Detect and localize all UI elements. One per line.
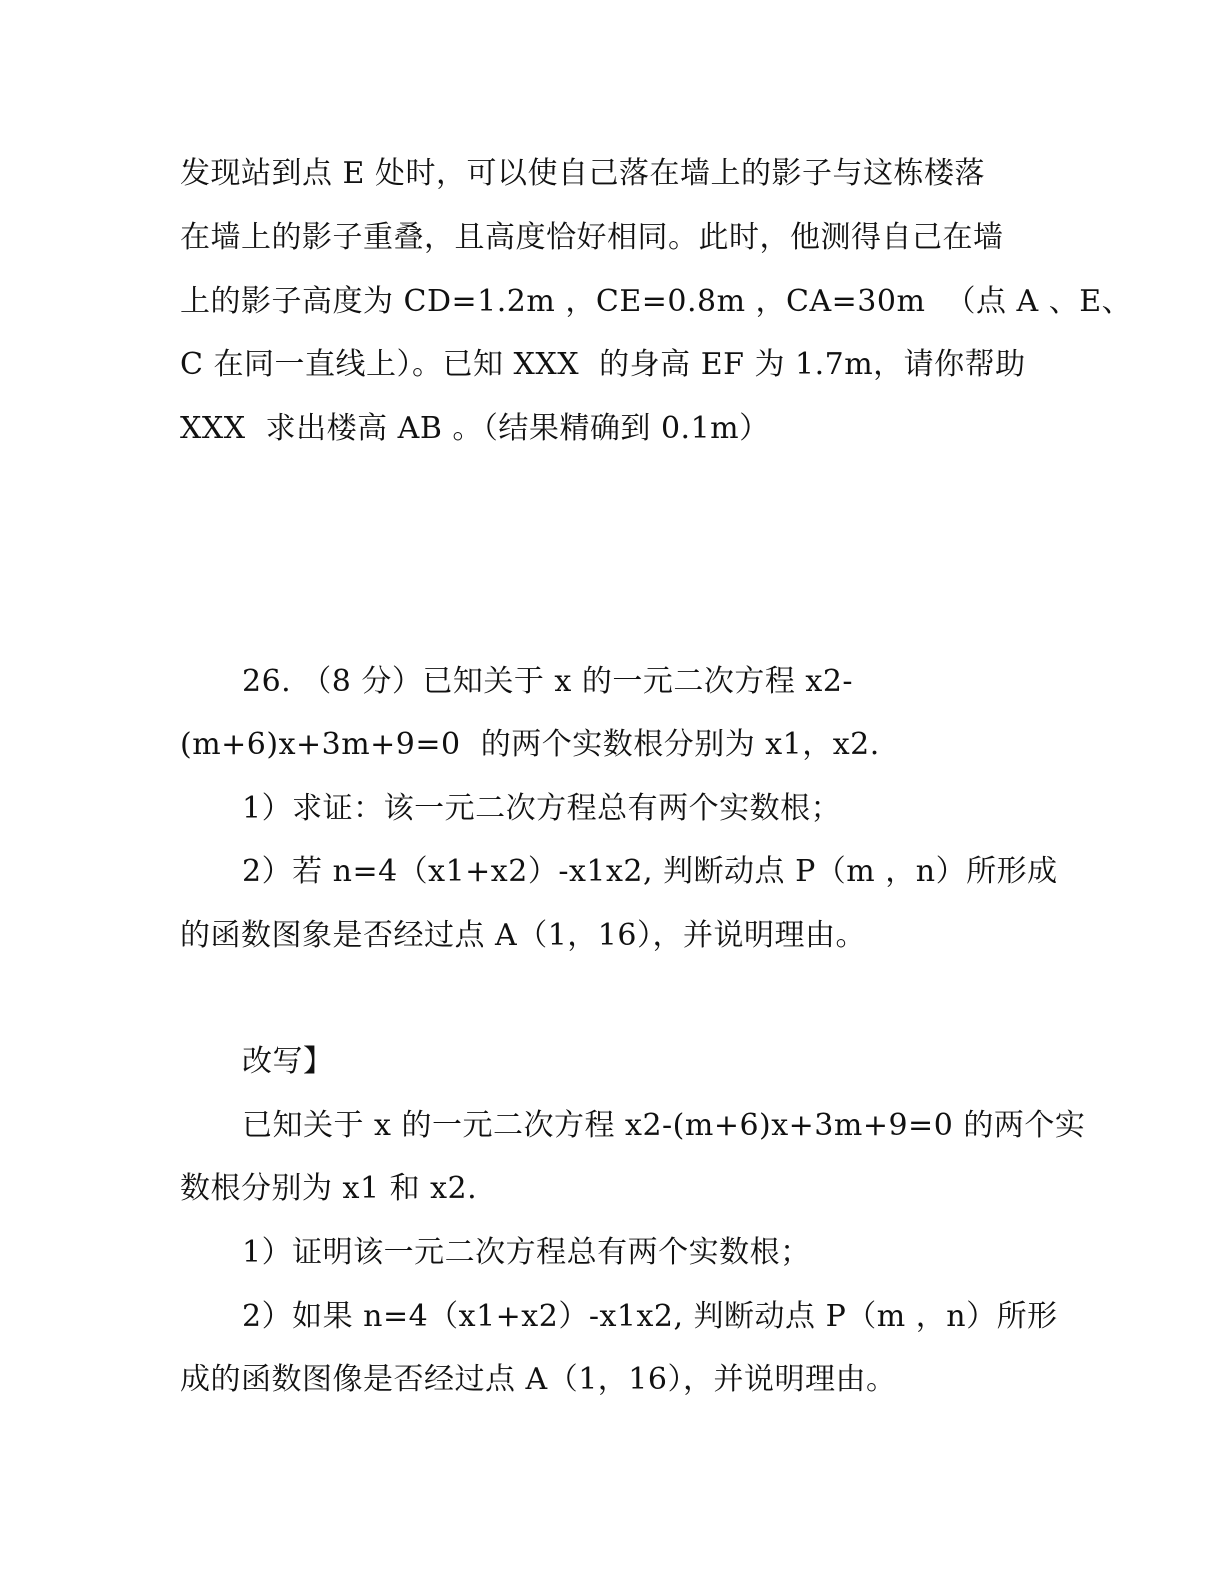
rewrite-line-1: 已知关于 x 的一元二次方程 x2-(m+6)x+3m+9=0 的两个实: [242, 1108, 1086, 1143]
rewrite-part2-line-1: 2）如果 n=4（x1+x2）-x1x2, 判断动点 P（m ，n）所形: [242, 1299, 1058, 1334]
problem25-line-2: 在墙上的影子重叠，且高度恰好相同。此时，他测得自己在墙: [180, 220, 1004, 255]
problem25-line-5: XXX 求出楼高 AB 。（结果精确到 0.1m）: [180, 411, 770, 446]
rewrite-heading: 改写】: [242, 1044, 334, 1079]
problem26-part1: 1）求证：该一元二次方程总有两个实数根；: [242, 791, 842, 826]
problem25-line-1: 发现站到点 E 处时，可以使自己落在墙上的影子与这栋楼落: [180, 156, 985, 191]
problem25-line-3: 上的影子高度为 CD=1.2m ，CE=0.8m ，CA=30m （点 A 、E、: [180, 284, 1133, 319]
rewrite-part2-line-2: 成的函数图像是否经过点 A（1，16），并说明理由。: [180, 1362, 897, 1397]
problem26-part2-line-1: 2）若 n=4（x1+x2）-x1x2, 判断动点 P（m ，n）所形成: [242, 854, 1058, 889]
problem26-part2-line-2: 的函数图象是否经过点 A（1，16），并说明理由。: [180, 918, 866, 953]
problem25-line-4: C 在同一直线上）。已知 XXX 的身高 EF 为 1.7m，请你帮助: [180, 347, 1026, 382]
rewrite-line-2: 数根分别为 x1 和 x2.: [180, 1171, 478, 1206]
rewrite-part1: 1）证明该一元二次方程总有两个实数根；: [242, 1235, 811, 1270]
problem26-line-1: 26. （8 分）已知关于 x 的一元二次方程 x2-: [242, 664, 854, 699]
problem26-line-2: (m+6)x+3m+9=0 的两个实数根分别为 x1，x2.: [180, 727, 880, 762]
